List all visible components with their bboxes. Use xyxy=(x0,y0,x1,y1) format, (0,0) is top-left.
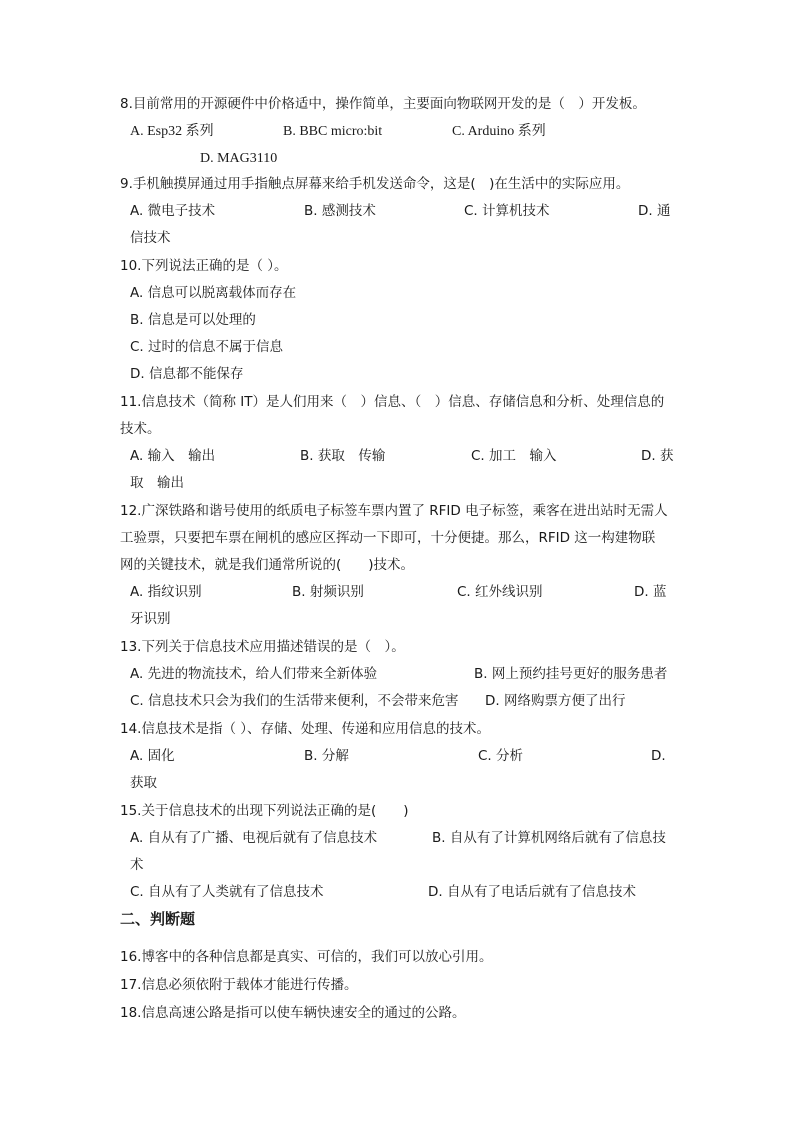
q8-option-c: C. Arduino 系列 xyxy=(452,124,546,139)
q8-option-d: D. MAG3110 xyxy=(200,151,278,166)
question-15-options-row-2 xyxy=(120,855,680,875)
q15-option-c: C. 自从有了人类就有了信息技术 xyxy=(130,884,324,900)
q9-option-d: D. 通 xyxy=(638,203,671,219)
question-12-stem-line-1: 12.广深铁路和谐号使用的纸质电子标签车票内置了 RFID 电子标签，乘客在进出站时无需人 xyxy=(120,503,668,519)
q14-option-d: D. xyxy=(651,748,666,764)
question-9-options-row-2 xyxy=(120,228,680,248)
q14-option-a: A. 固化 xyxy=(130,748,175,764)
question-11-stem-line-2: 技术。 xyxy=(120,421,161,437)
q12-option-b: B. 射频识别 xyxy=(292,584,364,600)
judgment-17: 17.信息必须依附于载体才能进行传播。 xyxy=(120,977,358,993)
question-8-options-row-1 xyxy=(120,122,680,142)
question-8-stem: 8.目前常用的开源硬件中价格适中，操作简单，主要面向物联网开发的是（ ）开发板。 xyxy=(120,96,646,112)
question-8-options-row-2 xyxy=(120,149,680,169)
q11-option-b: B. 获取 传输 xyxy=(300,448,386,464)
q15-option-d: D. 自从有了电话后就有了信息技术 xyxy=(428,884,636,900)
q13-option-d: D. 网络购票方便了出行 xyxy=(485,693,626,709)
q11-option-d: D. 获 xyxy=(641,448,674,464)
section-heading: 二、判断题 xyxy=(120,910,196,928)
question-14-options-row-1 xyxy=(120,746,680,766)
question-9-stem: 9.手机触摸屏通过用手指触点屏幕来给手机发送命令，这是( )在生活中的实际应用。 xyxy=(120,176,630,192)
q14-option-b: B. 分解 xyxy=(304,748,349,764)
q13-option-a: A. 先进的物流技术，给人们带来全新体验 xyxy=(130,666,378,682)
question-12-stem-line-2: 工验票，只要把车票在闸机的感应区挥动一下即可，十分便捷。那么，RFID 这一构建物联 xyxy=(120,530,656,546)
q11-option-a: A. 输入 输出 xyxy=(130,448,216,464)
question-10-stem: 10.下列说法正确的是（ ）。 xyxy=(120,258,288,274)
question-12-options-row-1 xyxy=(120,582,680,602)
q12-option-d-cont: 牙识别 xyxy=(130,611,171,627)
question-13-stem: 13.下列关于信息技术应用描述错误的是（ ）。 xyxy=(120,639,405,655)
question-10-option-d-row xyxy=(120,364,680,384)
question-12-stem-line-3: 网的关键技术，就是我们通常所说的( )技术。 xyxy=(120,557,415,573)
q15-option-b-cont: 术 xyxy=(130,857,144,873)
q12-option-a: A. 指纹识别 xyxy=(130,584,202,600)
question-11-options-row-1 xyxy=(120,446,680,466)
q9-option-b: B. 感测技术 xyxy=(304,203,376,219)
q11-option-d-cont: 取 输出 xyxy=(130,475,184,491)
q13-option-b: B. 网上预约挂号更好的服务患者 xyxy=(474,666,668,682)
q9-option-d-cont: 信技术 xyxy=(130,230,171,246)
q15-option-b: B. 自从有了计算机网络后就有了信息技 xyxy=(432,830,666,846)
question-11-stem-line-1: 11.信息技术（简称 IT）是人们用来（ ）信息、（ ）信息、存储信息和分析、处理信息的 xyxy=(120,394,665,410)
q10-option-b: B. 信息是可以处理的 xyxy=(130,312,256,328)
q8-option-b: B. BBC micro:bit xyxy=(283,124,383,139)
q11-option-c: C. 加工 输入 xyxy=(471,448,557,464)
judgment-18: 18.信息高速公路是指可以使车辆快速安全的通过的公路。 xyxy=(120,1005,466,1021)
q15-option-a: A. 自从有了广播、电视后就有了信息技术 xyxy=(130,830,378,846)
question-13-options-row-2 xyxy=(120,691,680,711)
question-15-options-row-3 xyxy=(120,882,680,902)
question-9-options-row-1 xyxy=(120,201,680,221)
q8-option-a: A. Esp32 系列 xyxy=(130,124,214,139)
question-10-option-a-row xyxy=(120,283,680,303)
question-14-options-row-2 xyxy=(120,773,680,793)
q10-option-d: D. 信息都不能保存 xyxy=(130,366,244,382)
question-11-options-row-2 xyxy=(120,473,680,493)
question-15-options-row-1 xyxy=(120,828,680,848)
question-12-options-row-2 xyxy=(120,609,680,629)
question-14-stem: 14.信息技术是指（ ）、存储、处理、传递和应用信息的技术。 xyxy=(120,721,491,737)
question-13-options-row-1 xyxy=(120,664,680,684)
q9-option-a: A. 微电子技术 xyxy=(130,203,216,219)
q10-option-a: A. 信息可以脱离载体而存在 xyxy=(130,285,297,301)
question-15-stem: 15.关于信息技术的出现下列说法正确的是( ) xyxy=(120,803,409,819)
judgment-16: 16.博客中的各种信息都是真实、可信的，我们可以放心引用。 xyxy=(120,949,493,965)
q13-option-c: C. 信息技术只会为我们的生活带来便利，不会带来危害 xyxy=(130,693,459,709)
q14-option-d-cont: 获取 xyxy=(130,775,157,791)
q10-option-c: C. 过时的信息不属于信息 xyxy=(130,339,284,355)
q12-option-c: C. 红外线识别 xyxy=(457,584,543,600)
question-10-option-c-row xyxy=(120,337,680,357)
q12-option-d: D. 蓝 xyxy=(634,584,667,600)
q14-option-c: C. 分析 xyxy=(478,748,524,764)
question-10-option-b-row xyxy=(120,310,680,330)
q9-option-c: C. 计算机技术 xyxy=(464,203,550,219)
